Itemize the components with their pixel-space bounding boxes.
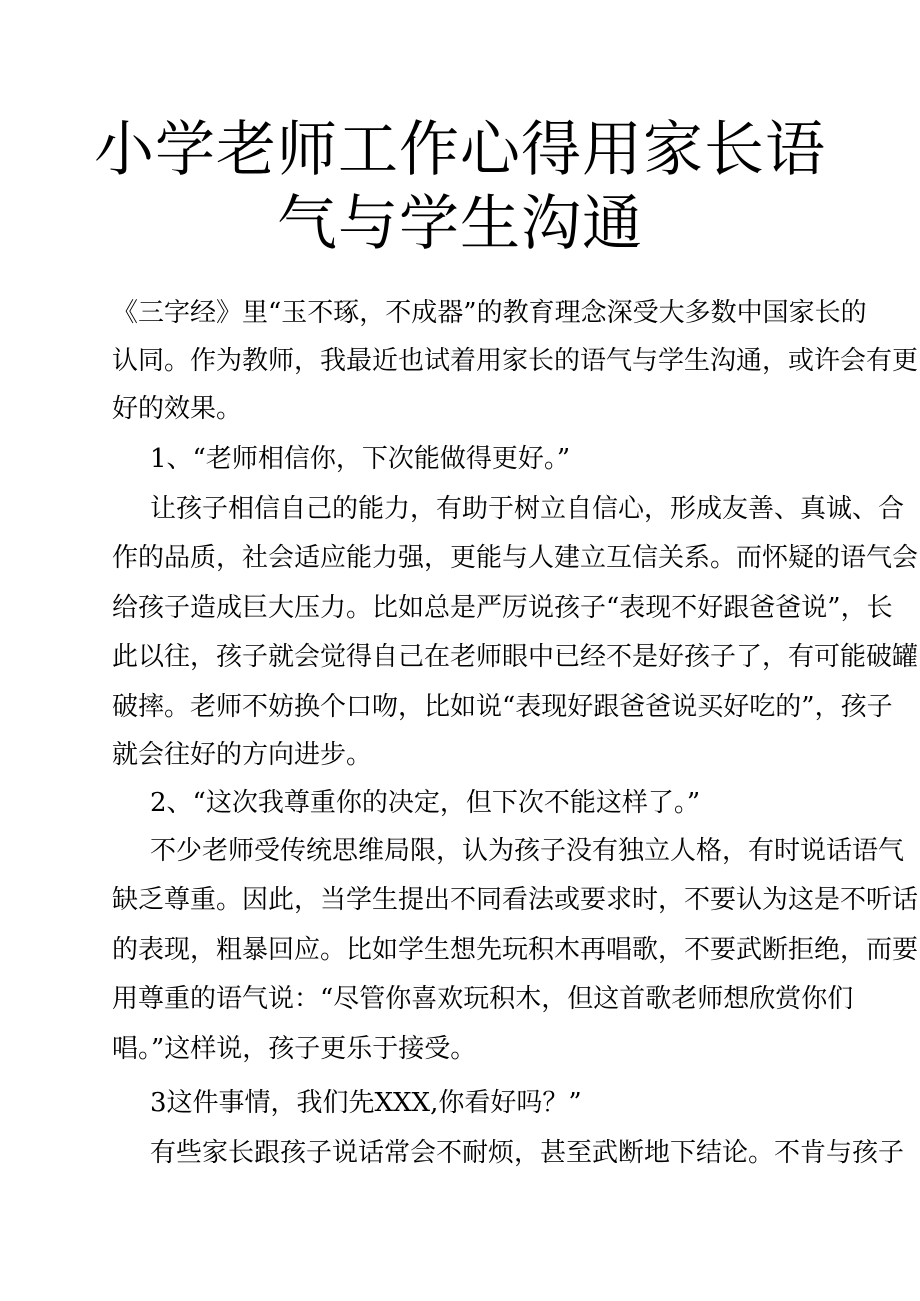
body-line: 就会往好的方向进步。 — [112, 740, 373, 770]
section-heading-2: 2、“这次我尊重你的决定，但下次不能这样了。” — [150, 788, 701, 818]
body-line: 给孩子造成巨大压力。比如总是严厉说孩子“表现不好跟爸爸说”，长 — [112, 593, 893, 623]
body-line: 缺乏尊重。因此，当学生提出不同看法或要求时，不要认为这是不听话 — [112, 885, 919, 915]
document-title-line-1: 小学老师工作心得用家长语 — [94, 115, 826, 185]
body-line: 此以往，孩子就会觉得自己在老师眼中已经不是好孩子了，有可能破罐 — [112, 642, 919, 672]
body-line: 《三字经》里“玉不琢，不成器”的教育理念深受大多数中国家长的 — [112, 298, 867, 328]
body-line: 作的品质，社会适应能力强，更能与人建立互信关系。而怀疑的语气会 — [112, 543, 919, 573]
body-line: 不少老师受传统思维局限，认为孩子没有独立人格，有时说话语气 — [150, 836, 905, 866]
body-line: 认同。作为教师，我最近也试着用家长的语气与学生沟通，或许会有更 — [112, 346, 919, 376]
section-heading-1: 1、“老师相信你，下次能做得更好。” — [150, 444, 571, 474]
body-line: 破摔。老师不妨换个口吻，比如说“表现好跟爸爸说买好吃的”，孩子 — [112, 692, 893, 722]
body-line: 好的效果。 — [112, 394, 243, 424]
document-title-line-2: 气与学生沟通 — [277, 189, 643, 259]
body-line: 的表现，粗暴回应。比如学生想先玩积木再唱歌，不要武断拒绝，而要 — [112, 935, 919, 965]
section-heading-3: 3这件事情，我们先XXX,你看好吗？” — [150, 1088, 582, 1118]
body-line: 用尊重的语气说：“尽管你喜欢玩积木，但这首歌老师想欣赏你们 — [112, 984, 854, 1014]
body-line: 有些家长跟孩子说话常会不耐烦，甚至武断地下结论。不肯与孩子 — [150, 1138, 905, 1168]
body-line: 唱。”这样说，孩子更乐于接受。 — [112, 1034, 477, 1064]
body-line: 让孩子相信自己的能力，有助于树立自信心，形成友善、真诚、合 — [150, 494, 905, 524]
